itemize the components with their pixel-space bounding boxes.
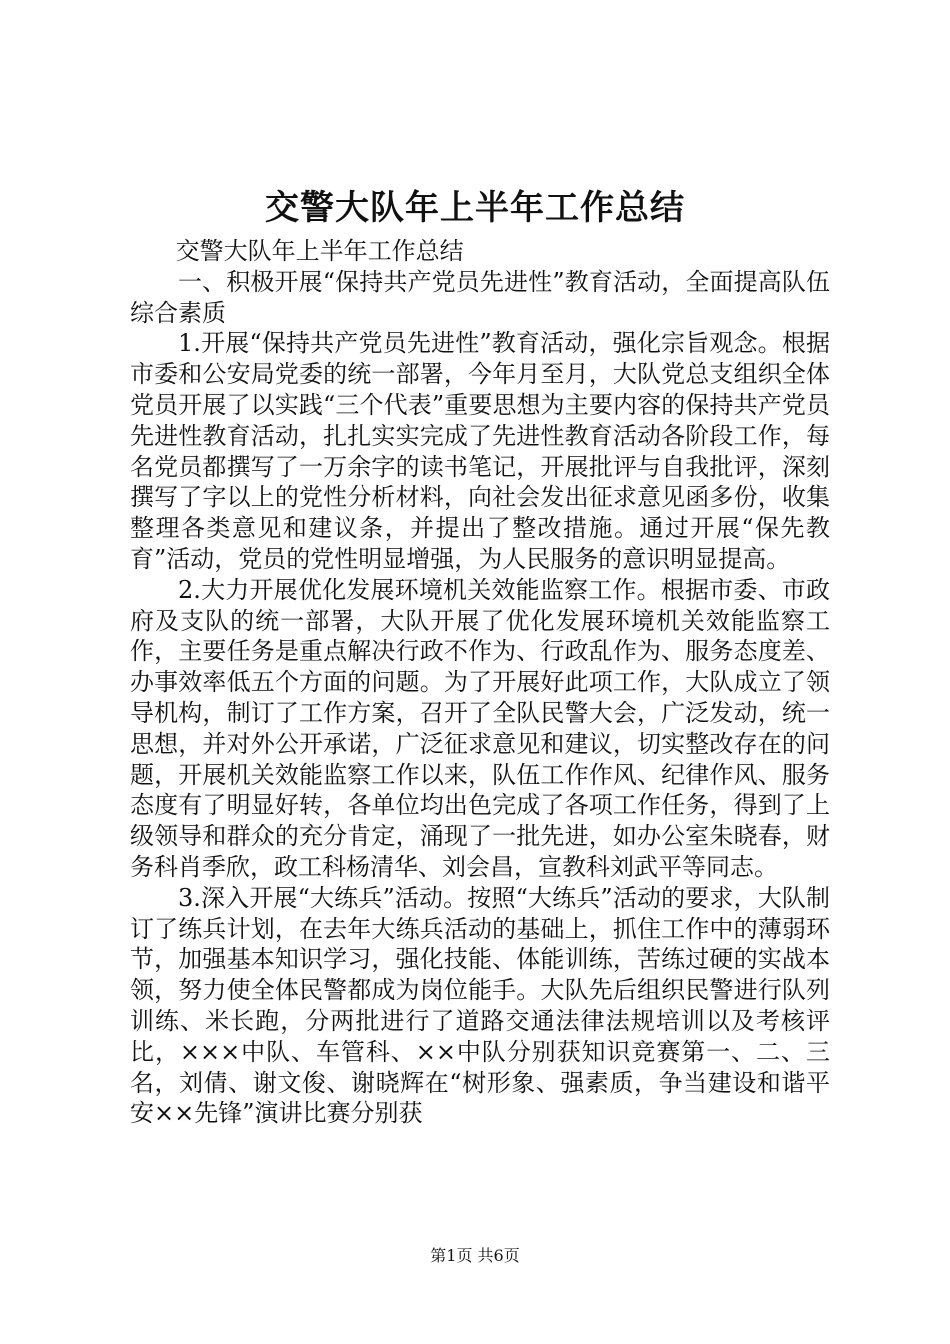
document-title: 交警大队年上半年工作总结 [265,188,685,228]
body-subtitle: 交警大队年上半年工作总结 [175,237,464,265]
section-heading: 一、积极开展“保持共产党员先进性”教育活动，全面提高队伍综合素质 [130,267,830,327]
page-footer: 第1页 共6页 [430,1246,520,1265]
paragraph-item-2: 2.大力开展优化发展环境机关效能监察工作。根据市委、市政府及支队的统一部署，大队开展了优化发展环境机关效能监察工作，主要任务是重点解决行政不作为、行政乱作为、服务态度差、办事效率低五个方面的问题。为了开展好此项工作，大队成立了领导机构，制订了工作方案，召开了全队民警大会，广泛发动，统一思想，并对外公开承诺，广泛征求意见和建议，切实整改存在的问题，开展机关效能监察工作以来，队伍工作作风、纪律作风、服务态度有了明显好转，各单位均出色完成了各项工作任务，得到了上级领导和群众的充分肯定，涌现了一批先进，如办公室朱晓春，财务科肖季欣，政工科杨清华、刘会昌，宣教科刘武平等同志。 [130,575,830,881]
document-body [130,236,830,1129]
paragraph-item-1: 1.开展“保持共产党员先进性”教育活动，强化宗旨观念。根据市委和公安局党委的统一部署，今年月至月，大队党总支组织全体党员开展了以实践“三个代表”重要思想为主要内容的保持共产党员先进性教育活动，扎扎实实完成了先进性教育活动各阶段工作，每名党员都撰写了一万余字的读书笔记，开展批评与自我批评，深刻撰写了字以上的党性分析材料，向社会发出征求意见函多份，收集整理各类意见和建议条，并提出了整改措施。通过开展“保先教育”活动，党员的党性明显增强，为人民服务的意识明显提高。 [130,329,830,573]
paragraph-item-3: 3.深入开展“大练兵”活动。按照“大练兵”活动的要求，大队制订了练兵计划，在去年大练兵活动的基础上，抓住工作中的薄弱环节，加强基本知识学习，强化技能、体能训练，苦练过硬的实战本领，努力使全体民警都成为岗位能手。大队先后组织民警进行队列训练、米长跑，分两批进行了道路交通法律法规培训以及考核评比，×××中队、车管科、××中队分别获知识竞赛第一、二、三名，刘倩、谢文俊、谢晓辉在“树形象、强素质，争当建设和谐平安××先锋”演讲比赛分别获 [130,883,830,1128]
